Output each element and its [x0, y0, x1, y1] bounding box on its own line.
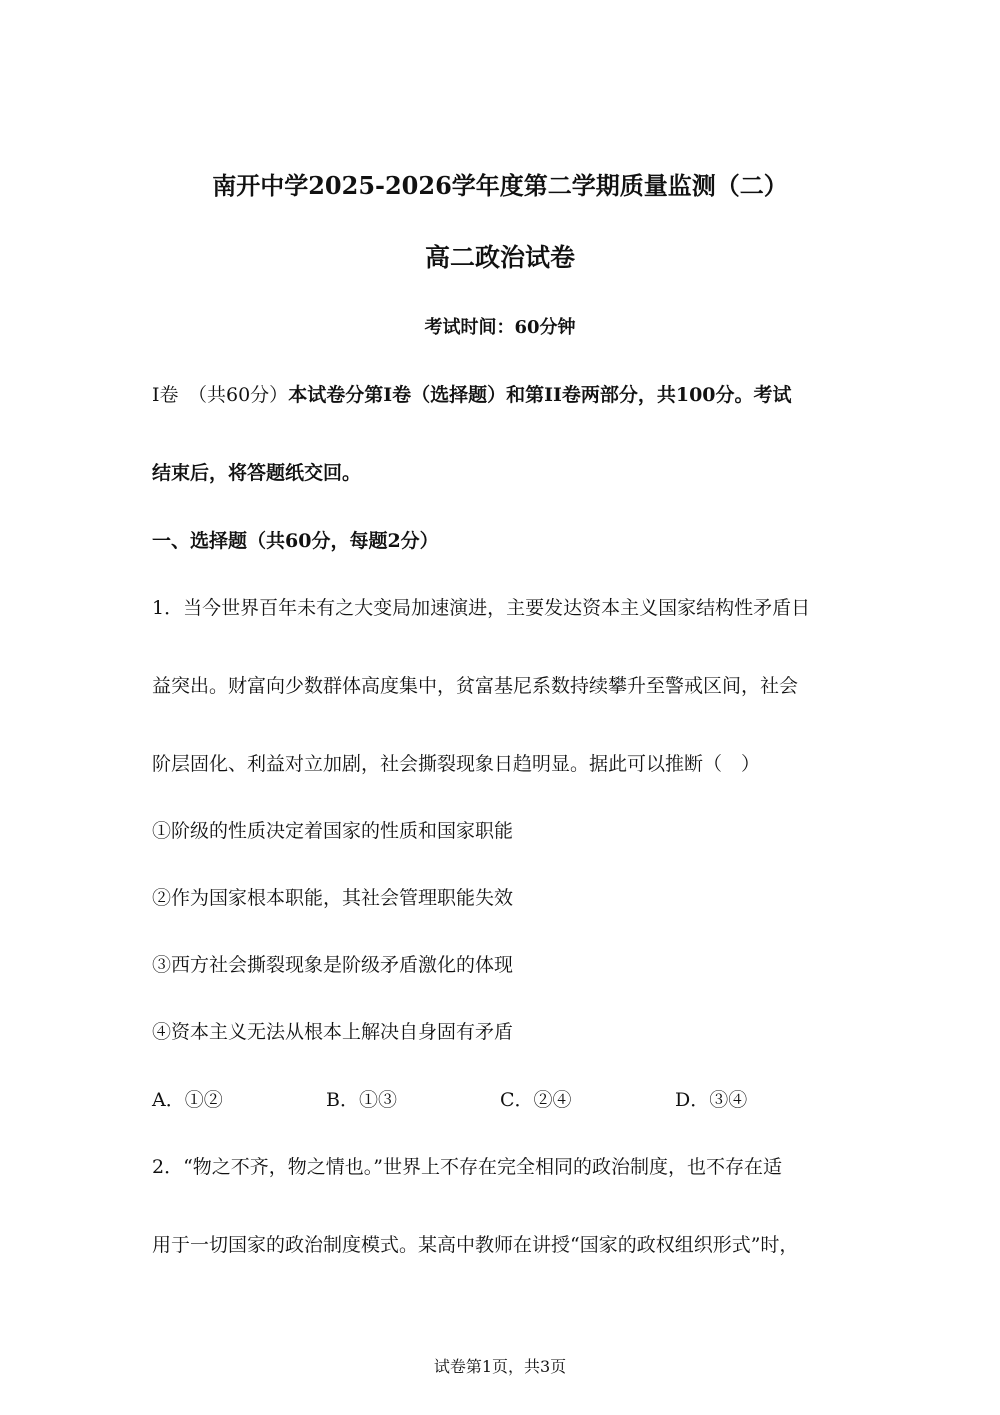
exam-title: 南开中学2025-2026学年度第二学期质量监测（二）: [212, 171, 788, 200]
volume-label: I卷 （共60分）: [152, 384, 289, 406]
instructions-text-1: 本试卷分第I卷（选择题）和第II卷两部分，共100分。考试: [288, 384, 792, 406]
option-c: C．②④: [500, 1089, 572, 1111]
statement-1: ①阶级的性质决定着国家的性质和国家职能: [152, 820, 514, 842]
statement-4: ④资本主义无法从根本上解决自身固有矛盾: [152, 1021, 514, 1043]
statement-3: ③西方社会撕裂现象是阶级矛盾激化的体现: [152, 954, 514, 976]
question-1-line-2: 益突出。财富向少数群体高度集中，贫富基尼系数持续攀升至警戒区间，社会: [152, 675, 799, 697]
statement-2: ②作为国家根本职能，其社会管理职能失效: [152, 887, 514, 909]
exam-time: 考试时间：60分钟: [424, 317, 576, 338]
question-2-line-2: 用于一切国家的政治制度模式。某高中教师在讲授“国家的政权组织形式”时，: [152, 1234, 799, 1256]
question-1-line-1: 1．当今世界百年未有之大变局加速演进，主要发达资本主义国家结构性矛盾日: [152, 597, 811, 619]
intro-line-1: [152, 380, 852, 410]
option-d: D．③④: [675, 1089, 748, 1111]
question-1-line-3: 阶层固化、利益对立加剧，社会撕裂现象日趋明显。据此可以推断（ ）: [152, 753, 761, 775]
instructions-text-2: 结束后，将答题纸交回。: [152, 462, 362, 484]
section-heading: 一、选择题（共60分，每题2分）: [152, 530, 439, 552]
exam-subtitle: 高二政治试卷: [424, 243, 575, 272]
option-a: A．①②: [152, 1089, 223, 1111]
page-footer: 试卷第1页，共3页: [433, 1357, 567, 1376]
option-b: B．①③: [326, 1089, 397, 1111]
question-2-line-1: 2．“物之不齐，物之情也。”世界上不存在完全相同的政治制度，也不存在适: [152, 1156, 783, 1178]
